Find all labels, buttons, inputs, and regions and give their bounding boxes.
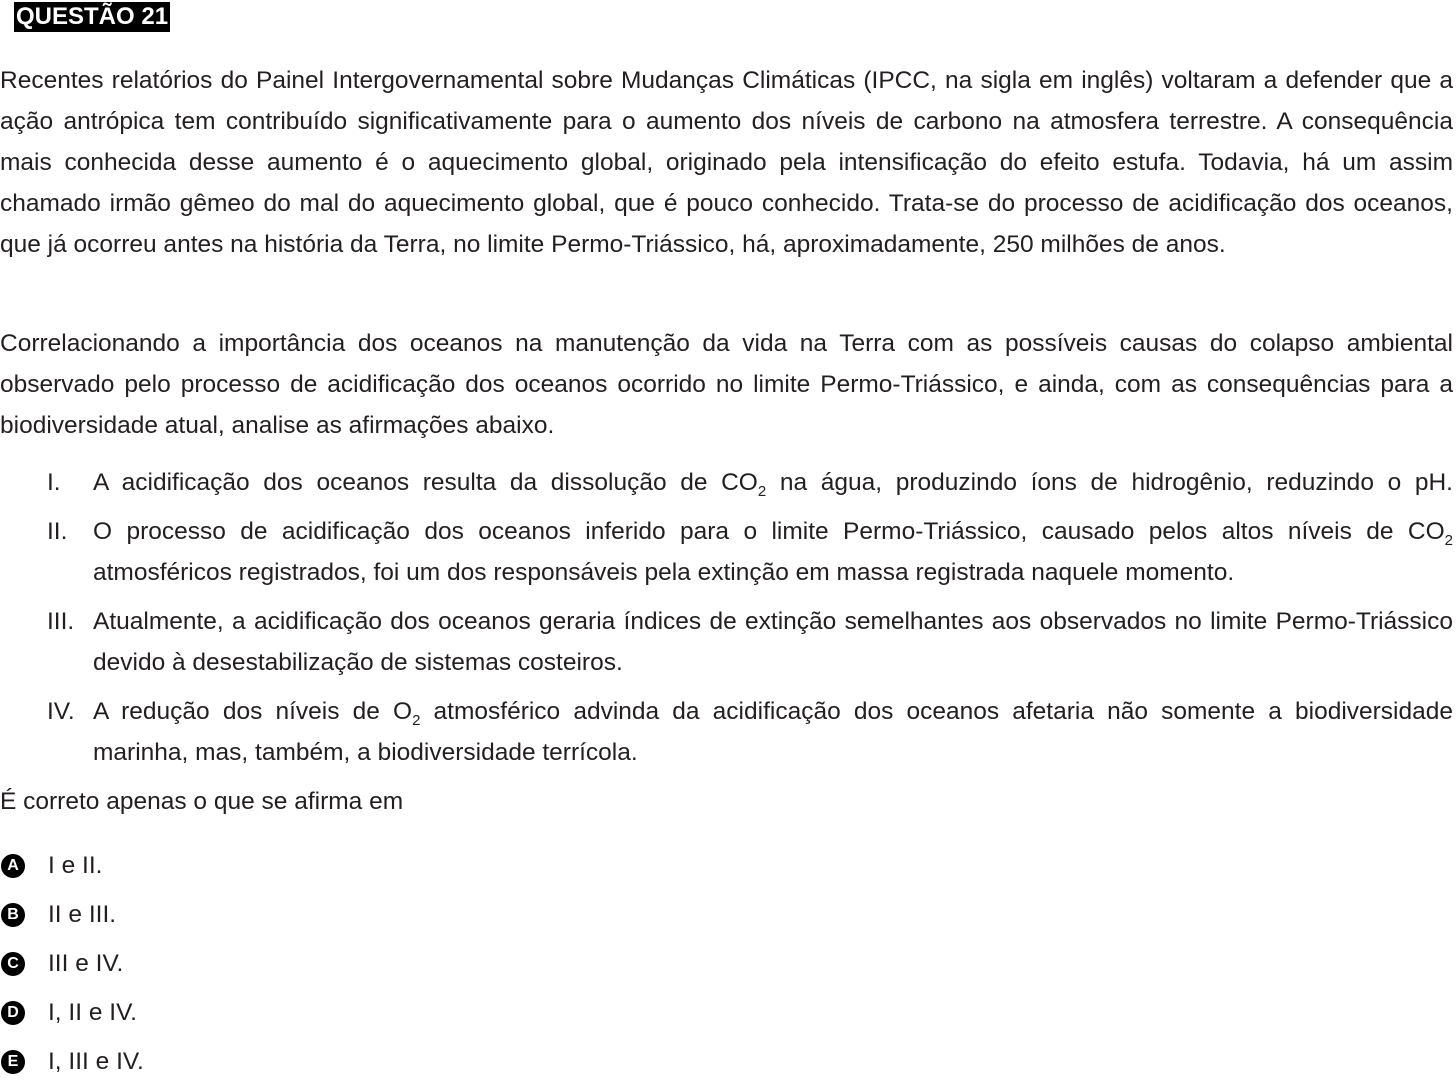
option-text: I, III e IV. <box>48 1048 144 1075</box>
option-letter-badge: B <box>1 903 25 927</box>
statement-numeral: IV. <box>47 698 75 725</box>
statement-numeral: I. <box>47 469 61 496</box>
question-stem: É correto apenas o que se afirma em <box>0 788 404 815</box>
option-text: III e IV. <box>48 950 124 977</box>
option-text: I, II e IV. <box>48 999 137 1026</box>
statement-numeral: II. <box>47 518 68 545</box>
statement-text: A redução dos níveis de $O_2$ atmosférico advinda da acidificação dos oceanos afetaria não somente a biodiversidade marinha, mas, também, a biodiversidade terrícola. <box>93 698 1454 766</box>
instruction-paragraph: Correlacionando a importância dos oceanos na manutenção da vida na Terra com as possíveis causas do colapso ambiental observado pelo processo de acidificação dos oceanos ocorrido no limite Permo-Triássico, e ainda, com as consequências para a biodiversidade atual, analise as afirmações abaixo. <box>0 330 1453 439</box>
statement-text: Atualmente, a acidificação dos oceanos geraria índices de extinção semelhantes aos observados no limite Permo-Triássico devido à desestabilização de sistemas costeiros. <box>93 608 1453 676</box>
context-paragraph: Recentes relatórios do Painel Intergovernamental sobre Mudanças Climáticas (IPCC, na sigla em inglês) voltaram a defender que a ação antrópica tem contribuído significativamente para o aumento dos níveis de carbono na atmosfera terrestre. A consequência mais conhecida desse aumento é o aquecimento global, originado pela intensificação do efeito estufa. Todavia, há um assim chamado irmão gêmeo do mal do aquecimento global, que é pouco conhecido. Trata-se do processo de acidificação dos oceanos, que já ocorreu antes na história da Terra, no limite Permo-Triássico, há, aproximadamente, 250 milhões de anos. <box>0 67 1453 258</box>
option-letter-badge: A <box>1 854 25 878</box>
question-number-label: QUESTÃO 21 <box>16 3 169 30</box>
option-text: II e III. <box>48 901 117 928</box>
statement-numeral: III. <box>47 608 75 635</box>
option-letter-badge: C <box>1 952 25 976</box>
statement-text: A acidificação dos oceanos resulta da dissolução de $CO_2$ na água, produzindo íons de hidrogênio, reduzindo o pH. <box>93 469 1453 500</box>
statement-text: O processo de acidificação dos oceanos inferido para o limite Permo-Triássico, causado pelos altos níveis de $CO_2$ atmosféricos registrados, foi um dos responsáveis pela extinção em massa registrada naquele momento. <box>93 518 1453 586</box>
option-text: I e II. <box>48 852 103 879</box>
option-letter-badge: E <box>1 1050 25 1074</box>
option-letter-badge: D <box>1 1001 25 1025</box>
